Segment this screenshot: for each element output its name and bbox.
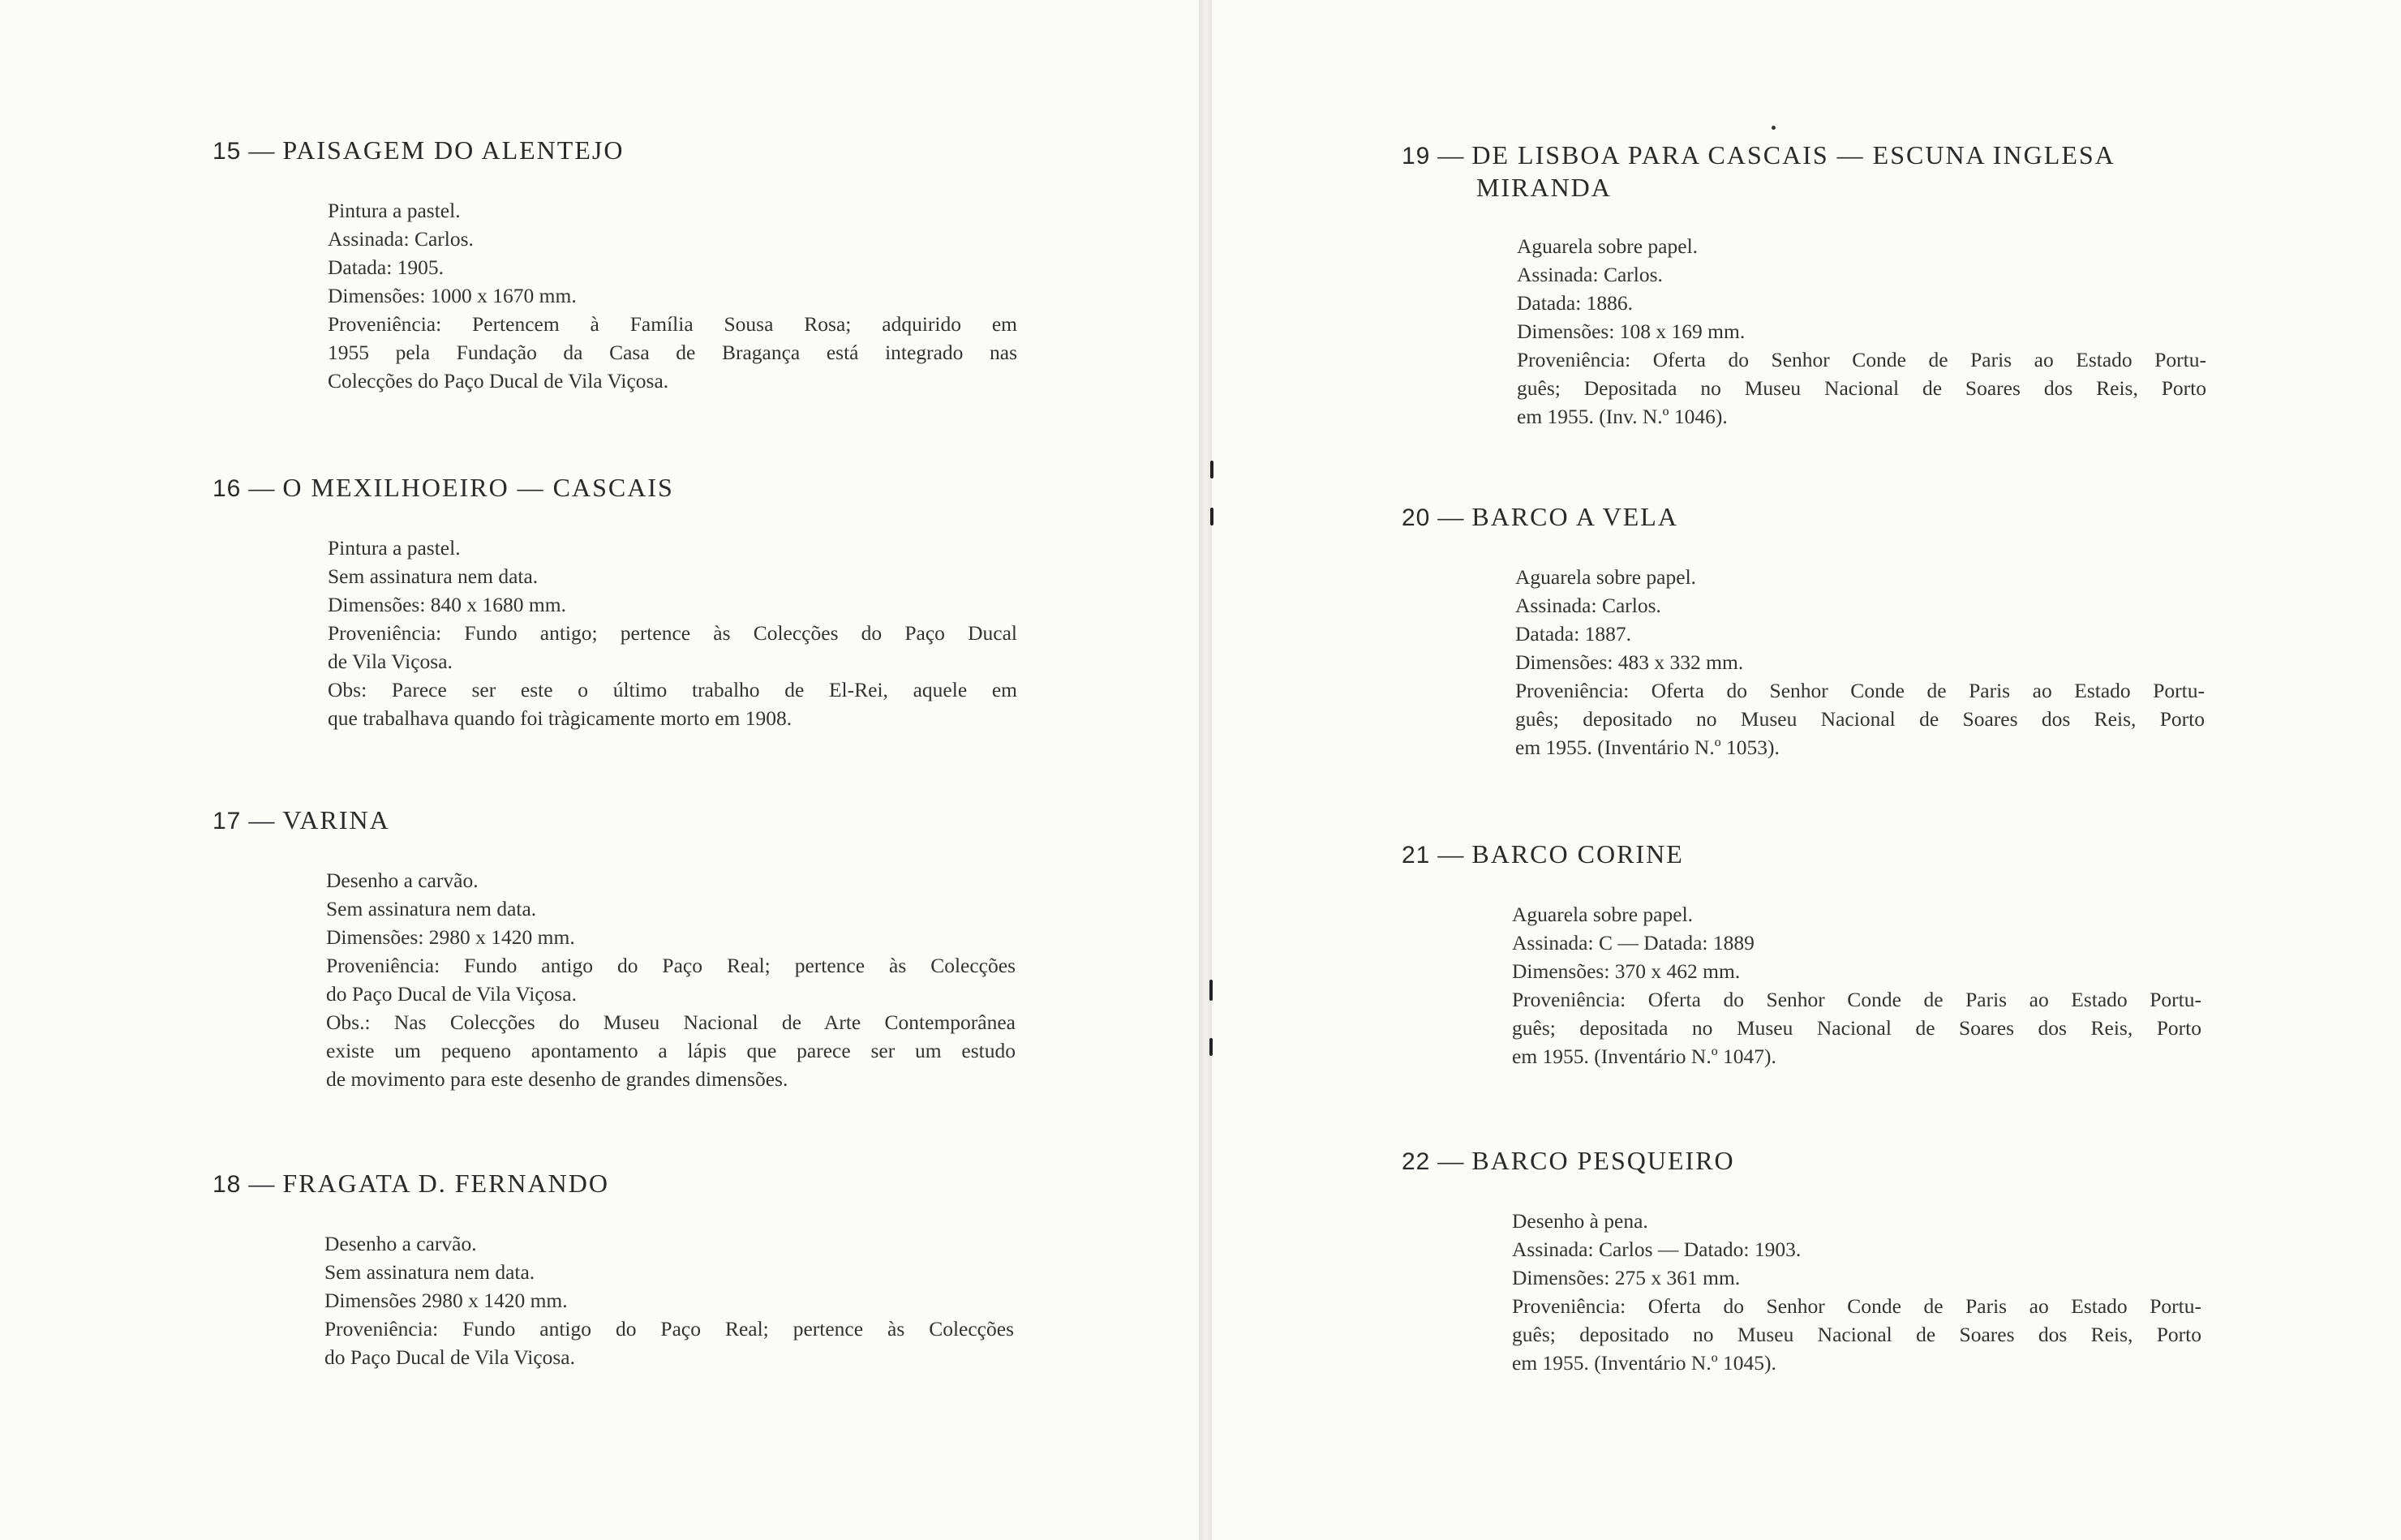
gutter-mark [1209, 980, 1213, 1001]
entry-dash: — [241, 135, 283, 165]
description-line: Dimensões: 275 x 361 mm. [1512, 1266, 1741, 1289]
description-line: Colecções do Paço Ducal de Vila Viçosa. [328, 369, 669, 393]
description-line: Dimensões: 108 x 169 mm. [1517, 320, 1746, 343]
description-line: Sem assinatura nem data. [326, 897, 537, 920]
description-line: que trabalhava quando foi tràgicamente morto em 1908. [328, 706, 792, 730]
entry-number: 17 [213, 808, 242, 834]
book-gutter [1199, 0, 1212, 1540]
description-line: do Paço Ducal de Vila Viçosa. [326, 982, 578, 1006]
catalogue-entry-17 [213, 804, 1020, 1093]
entry-heading [1402, 839, 2210, 871]
entry-description [1515, 563, 2205, 761]
entry-description [1517, 232, 2206, 431]
entry-number: 16 [213, 475, 242, 502]
description-line: Proveniência: Oferta do Senhor Conde de Paris ao Estado Portu- [1515, 679, 2205, 702]
catalogue-entry-19 [1402, 139, 2210, 431]
description-line: em 1955. (Inv. N.º 1046). [1517, 405, 1728, 428]
description-line: de Vila Viçosa. [328, 650, 453, 673]
description-line: Assinada: C — Datada: 1889 [1512, 931, 1755, 954]
entry-number: 15 [213, 138, 242, 165]
description-line: existe um pequeno apontamento a lápis que parece ser um estudo [326, 1039, 1016, 1062]
description-line: Dimensões 2980 x 1420 mm. [324, 1289, 568, 1312]
description-line: Sem assinatura nem data. [328, 564, 539, 588]
entry-heading [1402, 501, 2210, 534]
description-line: do Paço Ducal de Vila Viçosa. [324, 1345, 576, 1369]
entry-number: 22 [1402, 1148, 1431, 1175]
description-line: Assinada: Carlos. [1515, 594, 1661, 617]
description-line: guês; depositado no Museu Nacional de Soares dos Reis, Porto [1515, 707, 2205, 731]
description-line: Desenho a carvão. [326, 869, 479, 892]
description-line: Proveniência: Pertencem à Família Sousa Rosa; adquirido em [328, 312, 1017, 336]
entry-title: BARCO PESQUEIRO [1471, 1146, 1735, 1175]
entry-description [1512, 1207, 2201, 1377]
catalogue-entry-22 [1402, 1145, 2210, 1377]
entry-heading [213, 1168, 1020, 1200]
description-line: Obs: Parece ser este o último trabalho de El-Rei, aquele em [328, 678, 1017, 701]
description-line: Desenho a carvão. [324, 1232, 477, 1255]
description-line: Proveniência: Oferta do Senhor Conde de Paris ao Estado Portu- [1512, 1294, 2201, 1318]
entry-number: 21 [1402, 842, 1431, 869]
description-line: Assinada: Carlos. [328, 227, 474, 251]
entry-dash: — [241, 1169, 283, 1198]
ink-speck [1772, 126, 1776, 130]
description-line: Assinada: Carlos. [1517, 263, 1663, 286]
description-line: 1955 pela Fundação da Casa de Bragança está integrado nas [328, 341, 1017, 364]
description-line: Desenho à pena. [1512, 1209, 1648, 1233]
description-line: Pintura a pastel. [328, 536, 461, 560]
entry-dash: — [1430, 839, 1472, 869]
entry-heading [213, 135, 1020, 167]
description-line: Proveniência: Fundo antigo do Paço Real; pertence às Colecções [324, 1317, 1014, 1341]
entry-number: 20 [1402, 504, 1431, 531]
description-line: Proveniência: Fundo antigo do Paço Real; pertence às Colecções [326, 954, 1016, 977]
entry-description [1512, 900, 2201, 1070]
description-line: Datada: 1905. [328, 255, 445, 279]
entry-dash: — [1430, 140, 1472, 169]
description-line: Dimensões: 370 x 462 mm. [1512, 959, 1741, 983]
description-line: guês; depositado no Museu Nacional de Soares dos Reis, Porto [1512, 1323, 2201, 1346]
entry-title: FRAGATA D. FERNANDO [282, 1169, 609, 1198]
description-line: em 1955. (Inventário N.º 1047). [1512, 1045, 1776, 1068]
catalogue-entry-15 [213, 135, 1020, 395]
entry-dash: — [1430, 1146, 1472, 1175]
description-line: Sem assinatura nem data. [324, 1260, 535, 1284]
catalogue-entry-20 [1402, 501, 2210, 761]
entry-title: VARINA [282, 805, 390, 834]
description-line: Dimensões: 2980 x 1420 mm. [326, 925, 575, 949]
entry-heading [1402, 1145, 2210, 1178]
entry-dash: — [241, 473, 283, 502]
description-line: Obs.: Nas Colecções do Museu Nacional de Arte Contemporânea [326, 1010, 1016, 1034]
entry-dash: — [1430, 502, 1472, 531]
entry-title: BARCO A VELA [1471, 502, 1678, 531]
catalogue-entry-21 [1402, 839, 2210, 1070]
entry-heading [213, 804, 1020, 837]
entry-title: DE LISBOA PARA CASCAIS — ESCUNA INGLESA [1471, 140, 2115, 169]
description-line: Proveniência: Oferta do Senhor Conde de Paris ao Estado Portu- [1512, 988, 2201, 1011]
description-line: Proveniência: Oferta do Senhor Conde de Paris ao Estado Portu- [1517, 348, 2206, 371]
description-line: Datada: 1887. [1515, 622, 1632, 646]
description-line: Aguarela sobre papel. [1512, 903, 1694, 926]
entry-description [328, 534, 1017, 732]
catalogue-entry-16 [213, 472, 1020, 732]
entry-description [324, 1229, 1014, 1371]
description-line: guês; depositada no Museu Nacional de Soares dos Reis, Porto [1512, 1016, 2201, 1040]
description-line: em 1955. (Inventário N.º 1045). [1512, 1351, 1776, 1375]
description-line: Aguarela sobre papel. [1515, 565, 1697, 589]
entry-number: 19 [1402, 143, 1431, 169]
description-line: Datada: 1886. [1517, 291, 1634, 315]
catalogue-entry-18 [213, 1168, 1020, 1371]
description-line: em 1955. (Inventário N.º 1053). [1515, 736, 1780, 759]
entry-dash: — [241, 805, 283, 834]
entry-title: O MEXILHOEIRO — CASCAIS [282, 473, 674, 502]
description-line: Proveniência: Fundo antigo; pertence às Colecções do Paço Ducal [328, 621, 1017, 645]
entry-heading [213, 472, 1020, 504]
description-line: guês; Depositada no Museu Nacional de Soares dos Reis, Porto [1517, 376, 2206, 400]
gutter-mark [1210, 508, 1213, 525]
description-line: Assinada: Carlos — Datado: 1903. [1512, 1238, 1802, 1261]
entry-number: 18 [213, 1171, 242, 1198]
description-line: Aguarela sobre papel. [1517, 234, 1699, 258]
description-line: Dimensões: 840 x 1680 mm. [328, 593, 566, 616]
description-line: Dimensões: 483 x 332 mm. [1515, 650, 1744, 674]
description-line: Pintura a pastel. [328, 199, 461, 222]
gutter-mark [1209, 1038, 1213, 1056]
entry-title: PAISAGEM DO ALENTEJO [282, 135, 625, 165]
entry-heading [1402, 139, 2210, 203]
description-line: de movimento para este desenho de grandes dimensões. [326, 1067, 788, 1091]
gutter-mark [1210, 461, 1213, 478]
entry-title: BARCO CORINE [1471, 839, 1684, 869]
entry-title-continuation: MIRANDA [1476, 173, 1612, 202]
entry-description [328, 196, 1017, 395]
entry-description [326, 866, 1016, 1093]
description-line: Dimensões: 1000 x 1670 mm. [328, 284, 577, 307]
